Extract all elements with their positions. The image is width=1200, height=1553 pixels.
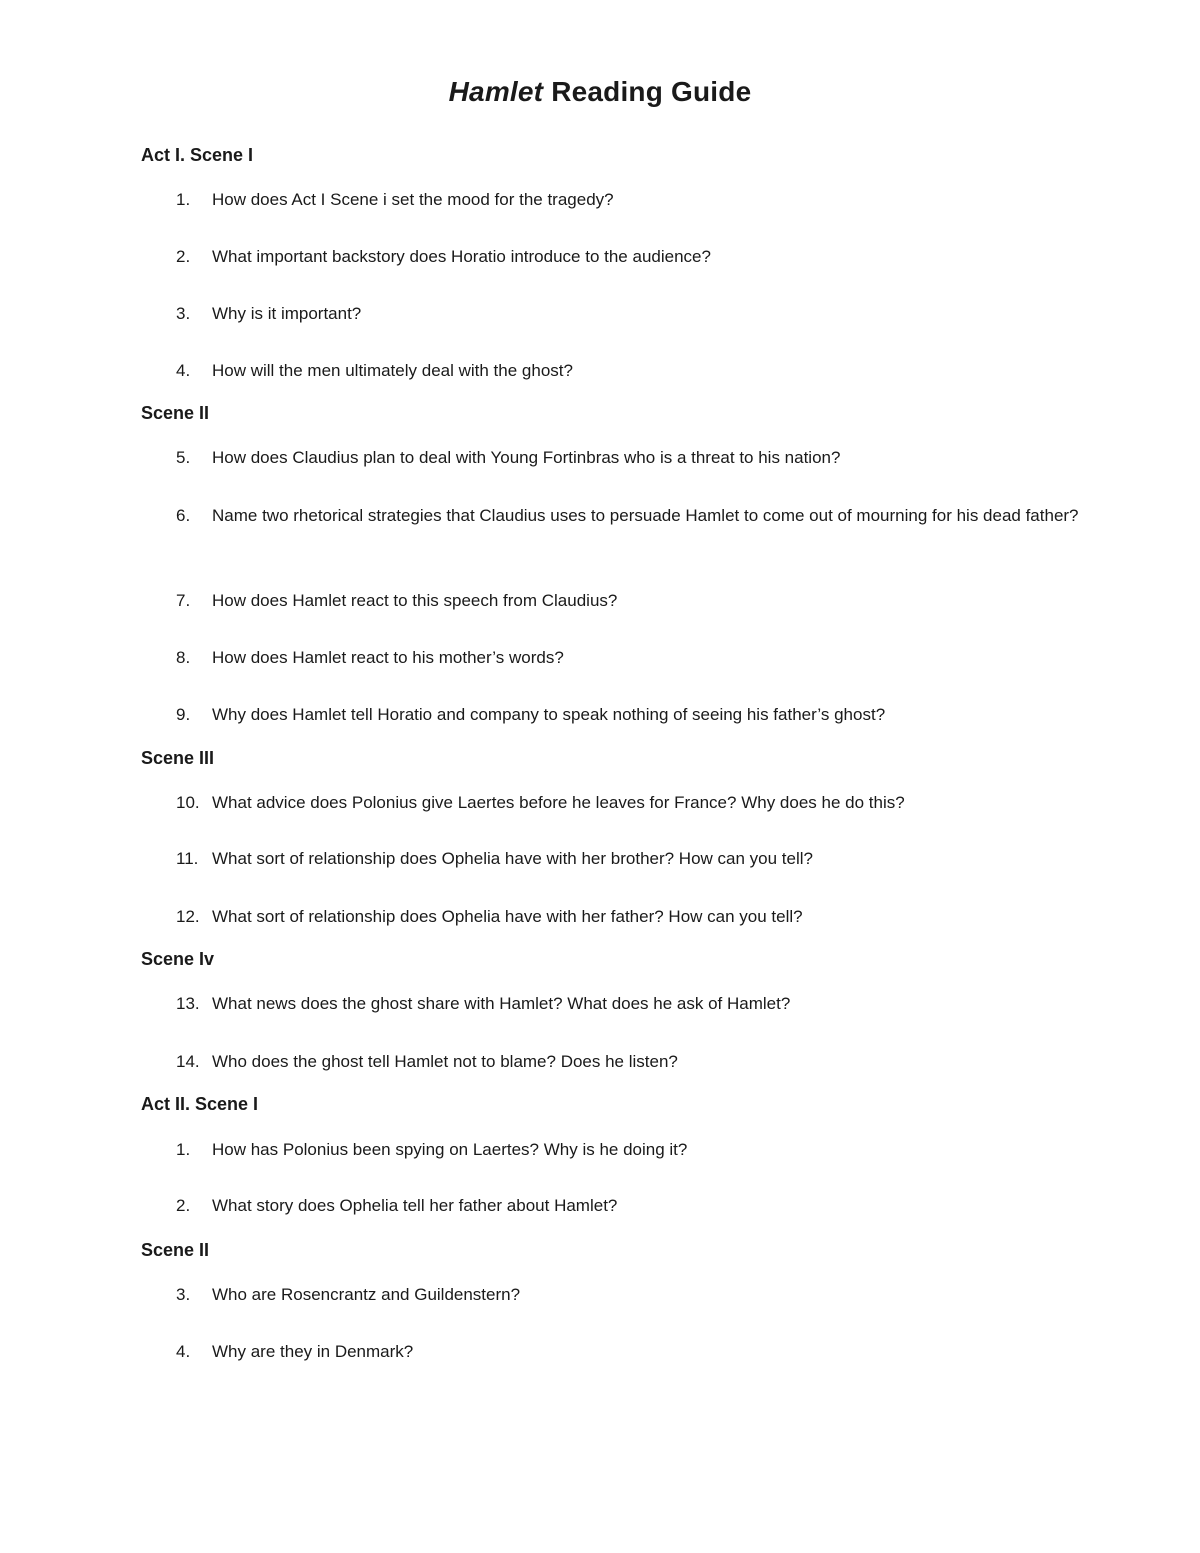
question-item [176, 243, 1126, 271]
section-heading: Scene Iv [141, 949, 215, 969]
question-text: What sort of relationship does Ophelia have with her brother? How can you tell? [212, 849, 813, 868]
question-item [176, 1136, 1126, 1164]
question-item [176, 701, 1126, 729]
question-item [176, 587, 1126, 615]
question-text: How has Polonius been spying on Laertes? Why is he doing it? [212, 1140, 688, 1159]
question-item [176, 1338, 1126, 1366]
question-text: How does Hamlet react to his mother’s words? [212, 648, 564, 667]
section-heading: Act II. Scene I [141, 1094, 259, 1114]
question-text: What important backstory does Horatio introduce to the audience? [212, 247, 711, 266]
question-number: 8. [176, 648, 191, 667]
question-item [176, 903, 1126, 931]
question-number: 6. [176, 506, 191, 525]
question-item [176, 444, 1126, 472]
question-item [176, 357, 1126, 385]
question-text: How will the men ultimately deal with the ghost? [212, 361, 573, 380]
title-rest-part: Reading Guide [551, 76, 752, 107]
question-number: 2. [176, 1196, 191, 1215]
title-italic-part: Hamlet [448, 76, 544, 107]
question-text: What sort of relationship does Ophelia have with her father? How can you tell? [212, 907, 803, 926]
question-number: 1. [176, 1140, 191, 1159]
question-text: Who does the ghost tell Hamlet not to blame? Does he listen? [212, 1052, 678, 1071]
question-text: Why is it important? [212, 304, 362, 323]
question-item [176, 990, 1126, 1018]
question-number: 5. [176, 448, 191, 467]
question-item [176, 300, 1126, 328]
question-text: What advice does Polonius give Laertes before he leaves for France? Why does he do this? [212, 793, 905, 812]
question-number: 7. [176, 591, 191, 610]
question-number: 4. [176, 361, 191, 380]
question-item [176, 845, 1126, 873]
question-item [176, 186, 1126, 214]
question-text: Why does Hamlet tell Horatio and company to speak nothing of seeing his father’s ghost? [212, 705, 886, 724]
question-item [176, 1281, 1126, 1309]
question-text: What story does Ophelia tell her father about Hamlet? [212, 1196, 618, 1215]
question-text: Why are they in Denmark? [212, 1342, 414, 1361]
question-number: 12. [176, 907, 200, 926]
question-text: What news does the ghost share with Hamlet? What does he ask of Hamlet? [212, 994, 791, 1013]
question-number: 3. [176, 1285, 191, 1304]
question-text: How does Hamlet react to this speech from Claudius? [212, 591, 618, 610]
question-number: 1. [176, 190, 191, 209]
question-item [176, 1192, 1126, 1220]
section-heading: Scene II [141, 403, 210, 423]
question-item [176, 1048, 1126, 1076]
question-item [176, 789, 1126, 817]
question-text: Who are Rosencrantz and Guildenstern? [212, 1285, 521, 1304]
question-number: 2. [176, 247, 191, 266]
question-text: How does Claudius plan to deal with Young Fortinbras who is a threat to his nation? [212, 448, 841, 467]
question-text: Name two rhetorical strategies that Claudius uses to persuade Hamlet to come out of mourning for his dead father? [212, 506, 1079, 525]
question-number: 13. [176, 994, 200, 1013]
section-heading: Scene III [141, 748, 215, 768]
question-number: 9. [176, 705, 191, 724]
question-number: 3. [176, 304, 191, 323]
question-number: 11. [176, 849, 199, 868]
question-number: 14. [176, 1052, 200, 1071]
question-text: How does Act I Scene i set the mood for the tragedy? [212, 190, 614, 209]
question-item [176, 644, 1126, 672]
question-item [176, 502, 1126, 530]
question-number: 4. [176, 1342, 191, 1361]
section-heading: Scene II [141, 1240, 210, 1260]
section-heading: Act I. Scene I [141, 145, 254, 165]
question-number: 10. [176, 793, 200, 812]
